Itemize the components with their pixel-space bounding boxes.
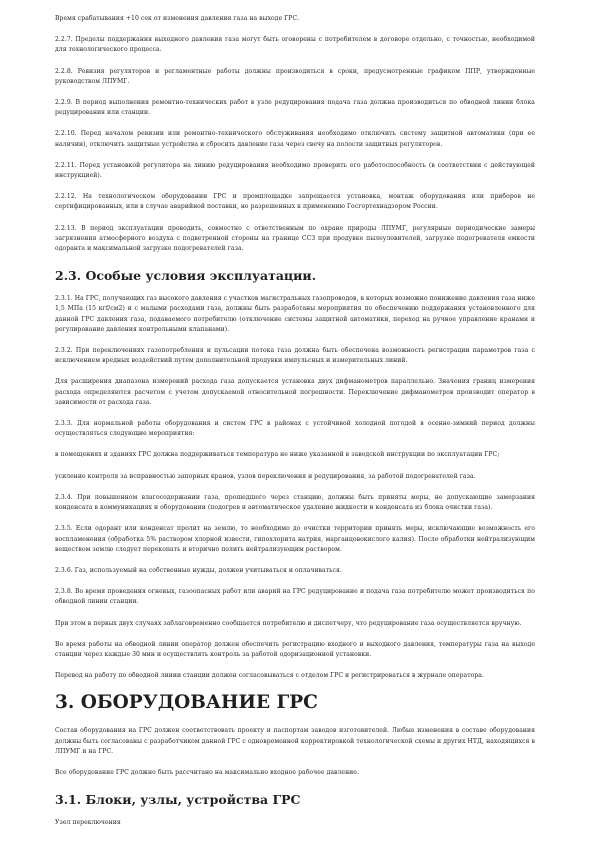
paragraph: 2.3.8. Во время проведения огневых, газоопасных работ или аварий на ГРС редуцирование и подача газа потребителю может производиться по обводной линии станции.: [55, 588, 535, 606]
paragraph: 2.2.13. В период эксплуатации проводить, совместно с ответственным по охране природы ЛПУМГ, регулярные периодические замеры загрязнения атмосферного воздуха с подветренной стороны на границе ССЗ при продувке пылеуловителей, загрузке подогревателя емкости одоранта и максимальной загрузке подогревателей газа.: [55, 224, 535, 253]
paragraph: 2.2.11. Перед установкой регулятора на линию редуцирования необходимо проверить его работоспособность (в соответствии с действующей инструкцией).: [55, 161, 535, 180]
paragraph: При этом в первых двух случаях заблаговременно сообщается потребителю и диспетчеру, что редуцирование газа осуществляется вручную.: [55, 619, 522, 627]
paragraph: 2.3.5. Если одорант или конденсат пролит на землю, то необходимо до очистки территории принять меры, исключающие возможность его воспламенения (обработка 5% раствором хлорной извести, гипохлорита натрия, марганцовокислого калия). После обработки нейтрализующим веществом землю следует перекопать и вторично полить нейтрализующим раствором.: [55, 525, 535, 553]
paragraph: 2.2.8. Ревизия регуляторов и регламентные работы должны производиться в сроки, предусмотренные графиком ППР, утвержденные руководством ЛПУМГ.: [55, 67, 535, 85]
section-heading-2-3: 2.3. Особые условия эксплуатации.: [55, 268, 317, 284]
paragraph: Во время работы на обводной линии оператор должен обеспечить регистрацию входного и выходного давления, температуры газа на выходе станции через каждые 30 мин и осуществлять контроль за работой одоризационной установки.: [55, 640, 535, 658]
paragraph: 2.2.12. На технологическом оборудовании ГРС и промплощадке запрещается установка, монтаж оборудования или приборов не сертифицированных, или в случае аварийной поставки, не разрешенных к применению Госгортехнадзором России.: [55, 193, 535, 211]
paragraph: 2.3.6. Газ, используемый на собственные нужды, должен учитываться и оплачиваться.: [55, 566, 342, 574]
paragraph: 2.3.2. При переключениях газопотребления и пульсации потока газа должна быть обеспечена возможность регистрации параметров газа с исключением вредных воздействий путем дополнительной продувки импульсных и измерительных линий.: [55, 347, 535, 365]
paragraph: 2.2.10. Перед началом ревизии или ремонтно-технического обслуживания необходимо отключить систему защитной автоматики (при ее наличии), отключить защитные устройства и сбросить давление газа через свечу на полости защитных регуляторов.: [55, 130, 535, 148]
paragraph: 2.2.7. Пределы поддержания выходного давления газа могут быть оговорены с потребителем в договоре отдельно, с точностью, необходимой для технологического процесса.: [55, 36, 535, 54]
paragraph: 2.2.9. В период выполнения ремонтно-технических работ в узле редуцирования подача газа должна производиться по обводной линии блока редуцирования или станции.: [55, 99, 535, 117]
section-heading-3: 3. ОБОРУДОВАНИЕ ГРС: [55, 692, 318, 714]
paragraph: усиление контроля за исправностью запорных кранов, узлов переключения и редуцирования, за работой подогревателей газа.: [55, 472, 476, 480]
paragraph: Все оборудование ГРС должно быть рассчитано на максимально входное рабочее давление.: [55, 768, 359, 776]
paragraph: Состав оборудования на ГРС должен соответствовать проекту и паспортам заводов изготовителей. Любые изменения в составе оборудования должны быть согласованы с разработчиком данной ГРС с одновременной корректировкой технологической схемы и других НТД, находящихся в ЛПУМГ и на ГРС.: [55, 727, 535, 755]
paragraph: 2.3.3. Для нормальной работы оборудования и систем ГРС в районах с устойчивой холодной погодой в осенне-зимний период должны осуществляться следующие мероприятия:: [55, 420, 535, 438]
paragraph: Перевод на работу по обводной линии станции должен согласовываться с отделом ГРС и регистрироваться в журнале оператора.: [55, 672, 484, 680]
paragraph: 2.3.4. При повышенном влагосодержании газа, прошедшего через станцию, должны быть приняты меры, не допускающие замерзания конденсата в коммуникациях и оборудовании (подогрев и автоматическое удаление жидкости и конденсата из блока очистки газа).: [55, 493, 535, 512]
paragraph: 2.3.1. На ГРС, получающих газ высокого давления с участков магистральных газопроводов, в которых возможно понижение давления газа ниже 1,5 МПа (15 кгf/см2) и с малыми расходами газа, должны быть разработаны мероприятия по обеспечению поддержания установленного для данной ГРС давления газа, подаваемого потребителю (отключение системы защитной автоматики, переход на ручное управление кранами и регулирование давления контрольными клапанами).: [55, 295, 535, 333]
paragraph: Для расширения диапазона измерений расхода газа допускается установка двух дифманометров параллельно. Значения границ измерения расхода определяются расчетом с учетом допускаемой относительной погрешности. Переключение дифманометров производит оператор в зависимости от расхода газа.: [55, 378, 535, 406]
section-heading-3-1: 3.1. Блоки, узлы, устройства ГРС: [55, 792, 301, 808]
paragraph: в помещениях и зданиях ГРС должна поддерживаться температура не ниже указанной в заводской инструкции по эксплуатации ГРС;: [55, 451, 500, 459]
subsection-label: Узел переключения: [55, 819, 121, 827]
paragraph: Время срабатывания +10 сек от изменения давления газа на выходе ГРС.: [55, 15, 300, 22]
